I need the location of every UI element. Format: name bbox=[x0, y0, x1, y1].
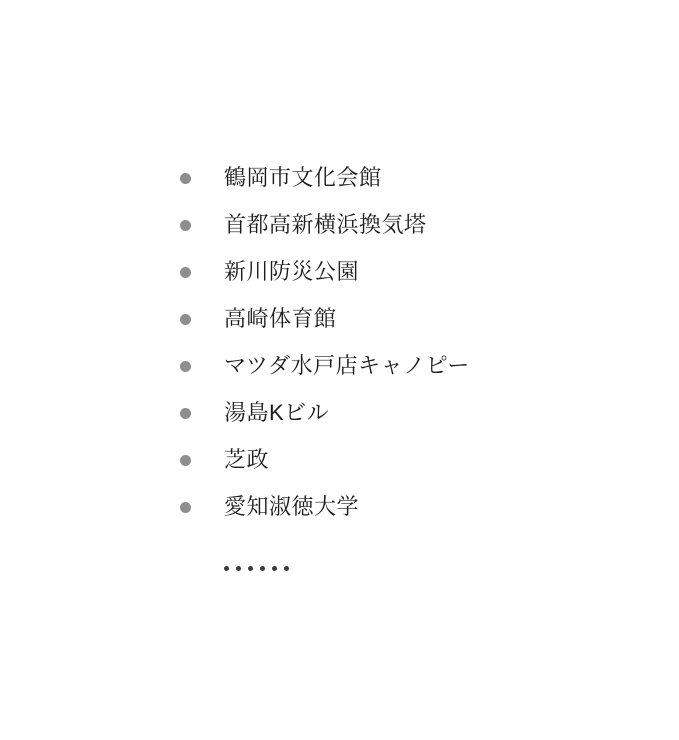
bullet-icon bbox=[180, 267, 191, 278]
list-item[interactable] bbox=[180, 296, 600, 343]
list-item-label: 高崎体育館 bbox=[224, 306, 337, 332]
list-item[interactable] bbox=[180, 484, 600, 531]
list-item-label: 鶴岡市文化会館 bbox=[224, 165, 382, 191]
bulleted-list bbox=[180, 155, 600, 531]
list-item[interactable] bbox=[180, 390, 600, 437]
list-continuation bbox=[180, 545, 600, 592]
list-item[interactable] bbox=[180, 343, 600, 390]
ellipsis-icon bbox=[224, 566, 289, 571]
list-item[interactable] bbox=[180, 249, 600, 296]
bullet-icon bbox=[180, 502, 191, 513]
bulleted-list-block bbox=[180, 155, 600, 592]
list-item[interactable] bbox=[180, 155, 600, 202]
list-item-label: 湯島Kビル bbox=[224, 400, 330, 426]
list-item-label: 芝政 bbox=[224, 447, 270, 473]
list-item[interactable] bbox=[180, 202, 600, 249]
bullet-icon bbox=[180, 455, 191, 466]
list-item-label: 愛知淑徳大学 bbox=[224, 494, 360, 520]
bullet-icon bbox=[180, 361, 191, 372]
bullet-icon bbox=[180, 314, 191, 325]
list-item-label: マツダ水戸店キャノピー bbox=[224, 353, 470, 379]
list-item-label: 新川防災公園 bbox=[224, 259, 360, 285]
list-item[interactable] bbox=[180, 437, 600, 484]
bullet-icon bbox=[180, 173, 191, 184]
list-item-label: 首都高新横浜換気塔 bbox=[224, 212, 427, 238]
bullet-icon bbox=[180, 408, 191, 419]
bullet-icon bbox=[180, 220, 191, 231]
